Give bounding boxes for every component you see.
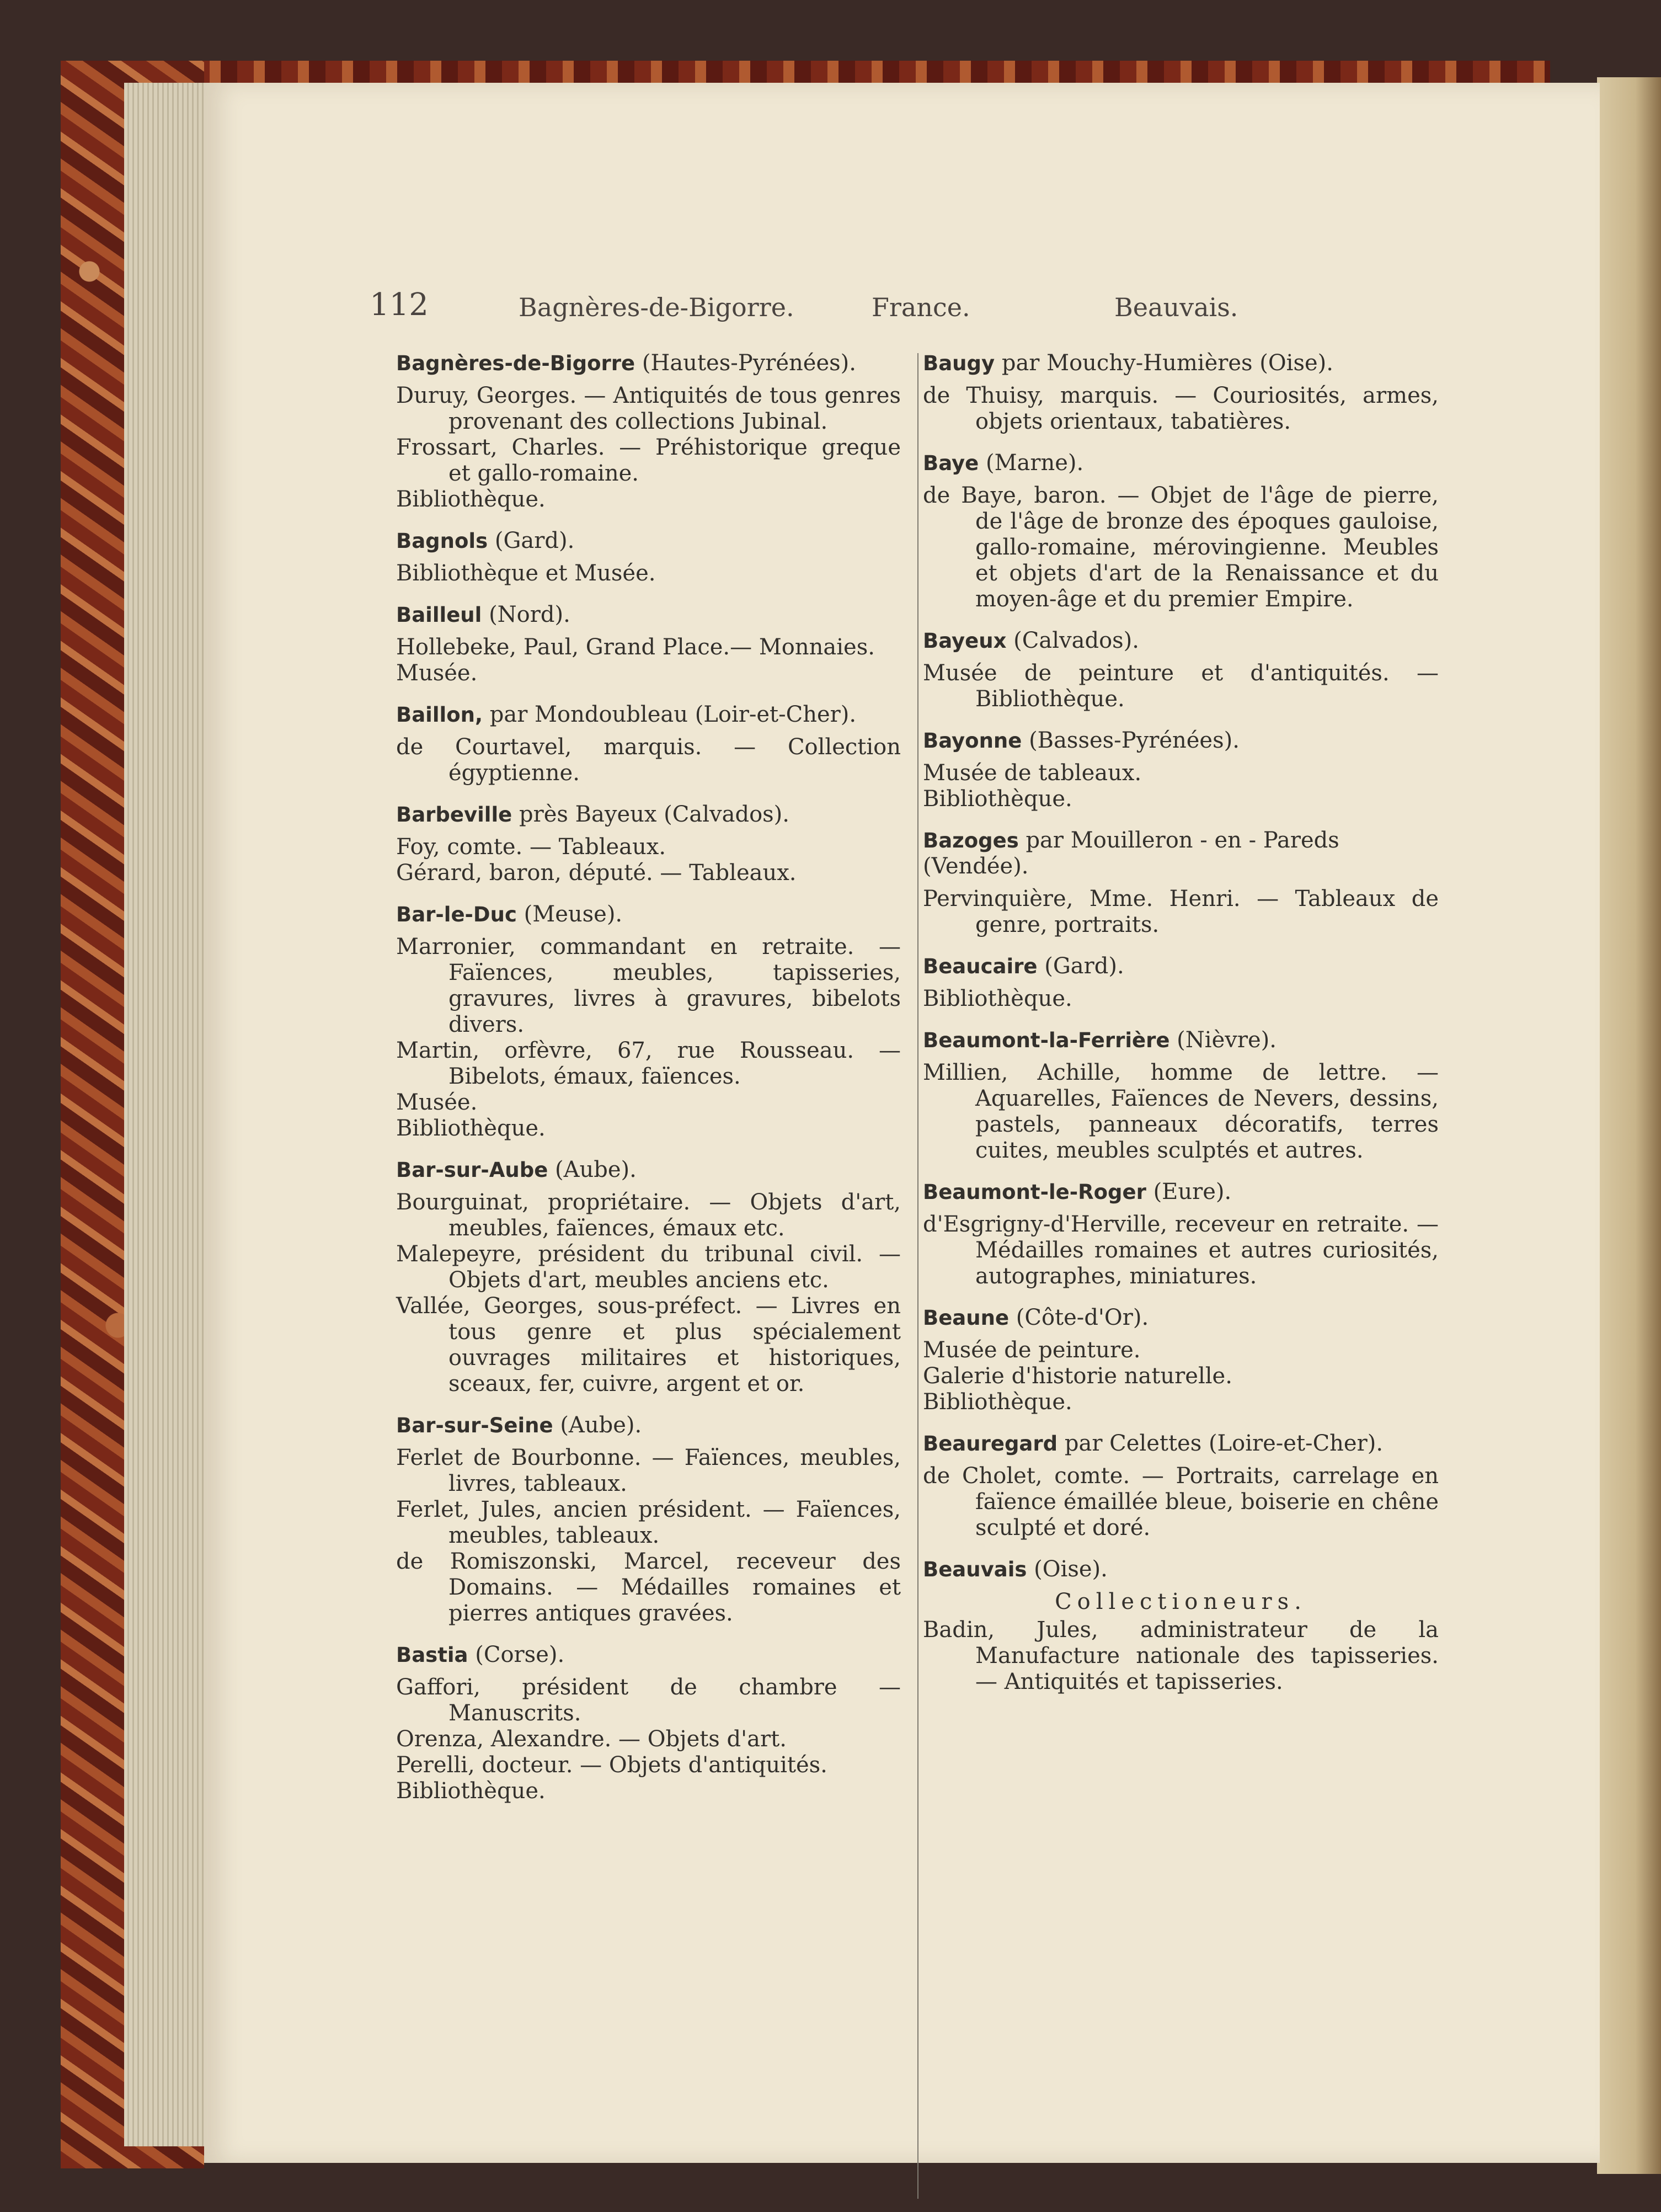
collection-entry: Malepeyre, président du tribunal civil. — Objets d'art, meubles anciens etc. <box>396 1241 901 1293</box>
place-detail: (Hautes-Pyrénées). <box>642 350 856 376</box>
location-section <box>923 728 1439 812</box>
place-detail: (Eure). <box>1153 1179 1232 1204</box>
location-section <box>923 450 1439 612</box>
location-section <box>396 1642 901 1804</box>
place-detail: (Meuse). <box>524 902 623 927</box>
location-heading <box>923 350 1439 376</box>
location-heading <box>396 902 901 928</box>
collection-entry: Perelli, docteur. — Objets d'antiquités. <box>396 1752 827 1778</box>
location-heading <box>923 728 1439 754</box>
collection-entry: Bibliothèque. <box>923 786 1072 812</box>
collection-entry: de Cholet, comte. — Portraits, carrelage en faïence émaillée bleue, boiserie en chêne sculpté et doré. <box>923 1463 1439 1541</box>
location-section <box>923 1431 1439 1541</box>
collection-entry: Frossart, Charles. — Préhistorique greque et gallo-romaine. <box>396 435 901 486</box>
location-heading <box>396 802 901 828</box>
place-detail: (Marne). <box>985 450 1084 476</box>
collection-entry: Foy, comte. — Tableaux. <box>396 834 666 860</box>
location-section <box>923 1027 1439 1164</box>
place-detail: (Gard). <box>494 528 575 553</box>
collection-entry: d'Esgrigny-d'Herville, receveur en retraite. — Médailles romaines et autres curiosités, autographes, miniatures. <box>923 1212 1439 1289</box>
place-name: Beaumont-le-Roger <box>923 1180 1146 1204</box>
location-heading <box>923 628 1439 654</box>
location-heading <box>923 1431 1439 1457</box>
collection-entry: Bourguinat, propriétaire. — Objets d'art, meubles, faïences, émaux etc. <box>396 1190 901 1241</box>
location-section <box>396 528 901 587</box>
subheading: Collectioneurs. <box>1055 1589 1307 1614</box>
left-column <box>396 350 901 1820</box>
location-section <box>923 628 1439 712</box>
collection-entry: Gaffori, président de chambre — Manuscrits. <box>396 1675 901 1726</box>
collection-entry: Ferlet, Jules, ancien président. — Faïences, meubles, tableaux. <box>396 1497 901 1548</box>
location-heading <box>923 1305 1439 1331</box>
collection-entry: Vallée, Georges, sous-préfect. — Livres en tous genre et plus spécialement ouvrages militaires et historiques, sceaux, fer, cuivre, argent et or. <box>396 1293 901 1397</box>
location-section <box>923 1557 1439 1695</box>
place-detail: (Basses-Pyrénées). <box>1029 728 1240 753</box>
location-heading <box>396 1642 901 1668</box>
place-name: Bastia <box>396 1643 468 1667</box>
place-detail: (Nord). <box>489 602 570 627</box>
location-section <box>923 350 1439 435</box>
collection-entry: Badin, Jules, administrateur de la Manufacture nationale des tapisseries. — Antiquités et tapisseries. <box>923 1617 1439 1694</box>
location-heading <box>923 828 1439 880</box>
place-detail: (Gard). <box>1044 953 1124 979</box>
collection-entry: Musée de peinture. <box>923 1337 1141 1363</box>
location-section <box>396 1413 901 1627</box>
header-left: Bagnères-de-Bigorre. <box>519 292 794 322</box>
location-heading <box>396 602 901 628</box>
collection-entry: Ferlet de Bourbonne. — Faïences, meubles, livres, tableaux. <box>396 1445 901 1496</box>
next-page-edge <box>1597 77 1661 2174</box>
place-name: Bar-sur-Aube <box>396 1158 548 1182</box>
place-name: Bazoges <box>923 829 1019 852</box>
location-section <box>396 1157 901 1397</box>
place-detail: (Oise). <box>1034 1557 1108 1582</box>
header-center: France. <box>872 292 970 322</box>
place-name: Bar-sur-Seine <box>396 1414 553 1437</box>
location-heading <box>396 1157 901 1183</box>
place-name: Bagnères-de-Bigorre <box>396 351 635 375</box>
location-section <box>396 602 901 686</box>
location-section <box>923 1179 1439 1289</box>
location-heading <box>923 1027 1439 1053</box>
collection-entry: Musée. <box>396 1090 478 1115</box>
place-name: Baugy <box>923 351 995 375</box>
collection-entry: Musée de tableaux. <box>923 760 1142 786</box>
place-detail: (Calvados). <box>1013 628 1140 653</box>
location-section <box>923 828 1439 938</box>
place-detail: (Corse). <box>475 1642 565 1667</box>
page-number: 112 <box>370 287 429 323</box>
place-name: Bagnols <box>396 529 488 553</box>
right-column <box>923 350 1439 1710</box>
collection-entry: Musée. <box>396 660 478 686</box>
place-name: Bar-le-Duc <box>396 903 517 926</box>
place-detail: par Mouilleron - en - Pareds (Vendée). <box>923 828 1339 879</box>
collection-entry: Galerie d'historie naturelle. <box>923 1363 1232 1389</box>
location-heading <box>396 350 901 376</box>
place-name: Beaune <box>923 1306 1010 1330</box>
collection-entry: Bibliothèque. <box>923 986 1072 1011</box>
location-heading <box>923 1179 1439 1205</box>
collection-entry: de Baye, baron. — Objet de l'âge de pierre, de l'âge de bronze des époques gauloise, gallo-romaine, mérovingienne. Meubles et objets d'art de la Renaissance et du moyen-âge et du premier Empire. <box>923 483 1439 612</box>
location-heading <box>923 953 1439 979</box>
collection-entry: Bibliothèque. <box>396 487 546 512</box>
place-name: Beaucaire <box>923 955 1038 978</box>
collection-entry: Bibliothèque. <box>396 1116 546 1141</box>
place-name: Bayonne <box>923 729 1022 753</box>
place-detail: (Côte-d'Or). <box>1016 1305 1149 1330</box>
column-divider <box>917 353 918 2199</box>
collection-entry: Duruy, Georges. — Antiquités de tous genres provenant des collections Jubinal. <box>396 383 901 434</box>
collection-entry: de Courtavel, marquis. — Collection égyptienne. <box>396 734 901 786</box>
place-name: Barbeville <box>396 803 512 827</box>
running-header <box>370 287 1241 331</box>
place-name: Bayeux <box>923 629 1007 653</box>
place-name: Baillon, <box>396 703 483 727</box>
location-section <box>923 1305 1439 1415</box>
place-name: Beaumont-la-Ferrière <box>923 1028 1170 1052</box>
collection-entry: Bibliothèque. <box>396 1778 546 1804</box>
place-name: Bailleul <box>396 603 482 627</box>
place-detail: (Aube). <box>560 1413 642 1438</box>
location-section <box>923 953 1439 1012</box>
collection-entry: Musée de peinture et d'antiquités. — Bibliothèque. <box>923 660 1439 712</box>
location-section <box>396 350 901 513</box>
collection-entry: Pervinquière, Mme. Henri. — Tableaux de genre, portraits. <box>923 886 1439 937</box>
place-name: Beauvais <box>923 1558 1027 1581</box>
collection-entry: Orenza, Alexandre. — Objets d'art. <box>396 1726 787 1752</box>
place-detail: par Mondoubleau (Loir-et-Cher). <box>489 702 857 727</box>
collection-entry: de Thuisy, marquis. — Couriosités, armes, objets orientaux, tabatières. <box>923 383 1439 434</box>
collection-entry: de Romiszonski, Marcel, receveur des Domains. — Médailles romaines et pierres antiques gravées. <box>396 1549 901 1626</box>
collection-entry: Martin, orfèvre, 67, rue Rousseau. — Bibelots, émaux, faïences. <box>396 1038 901 1089</box>
location-heading <box>396 528 901 554</box>
location-section <box>396 902 901 1142</box>
location-heading <box>923 1557 1439 1582</box>
collection-entry: Millien, Achille, homme de lettre. — Aquarelles, Faïences de Nevers, dessins, pastels, panneaux décoratifs, terres cuites, meubles sculptés et autres. <box>923 1060 1439 1163</box>
collection-entry: Marronier, commandant en retraite. — Faïences, meubles, tapisseries, gravures, livres à gravures, bibelots divers. <box>396 934 901 1037</box>
place-detail: par Mouchy-Humières (Oise). <box>1001 350 1333 376</box>
location-section <box>396 802 901 886</box>
collection-entry: Bibliothèque. <box>923 1389 1072 1415</box>
place-detail: (Aube). <box>555 1157 637 1182</box>
collection-entry: Gérard, baron, député. — Tableaux. <box>396 860 797 886</box>
location-heading <box>923 450 1439 476</box>
collection-entry: Bibliothèque et Musée. <box>396 561 656 586</box>
location-section <box>396 702 901 786</box>
place-detail: par Celettes (Loire-et-Cher). <box>1064 1431 1384 1456</box>
location-heading <box>396 702 901 728</box>
place-name: Beauregard <box>923 1432 1058 1456</box>
place-detail: (Nièvre). <box>1177 1027 1277 1053</box>
place-detail: près Bayeux (Calvados). <box>519 802 790 827</box>
place-name: Baye <box>923 451 979 475</box>
collection-entry: Hollebeke, Paul, Grand Place.— Monnaies. <box>396 635 875 660</box>
location-heading <box>396 1413 901 1438</box>
header-right: Beauvais. <box>1114 292 1238 322</box>
